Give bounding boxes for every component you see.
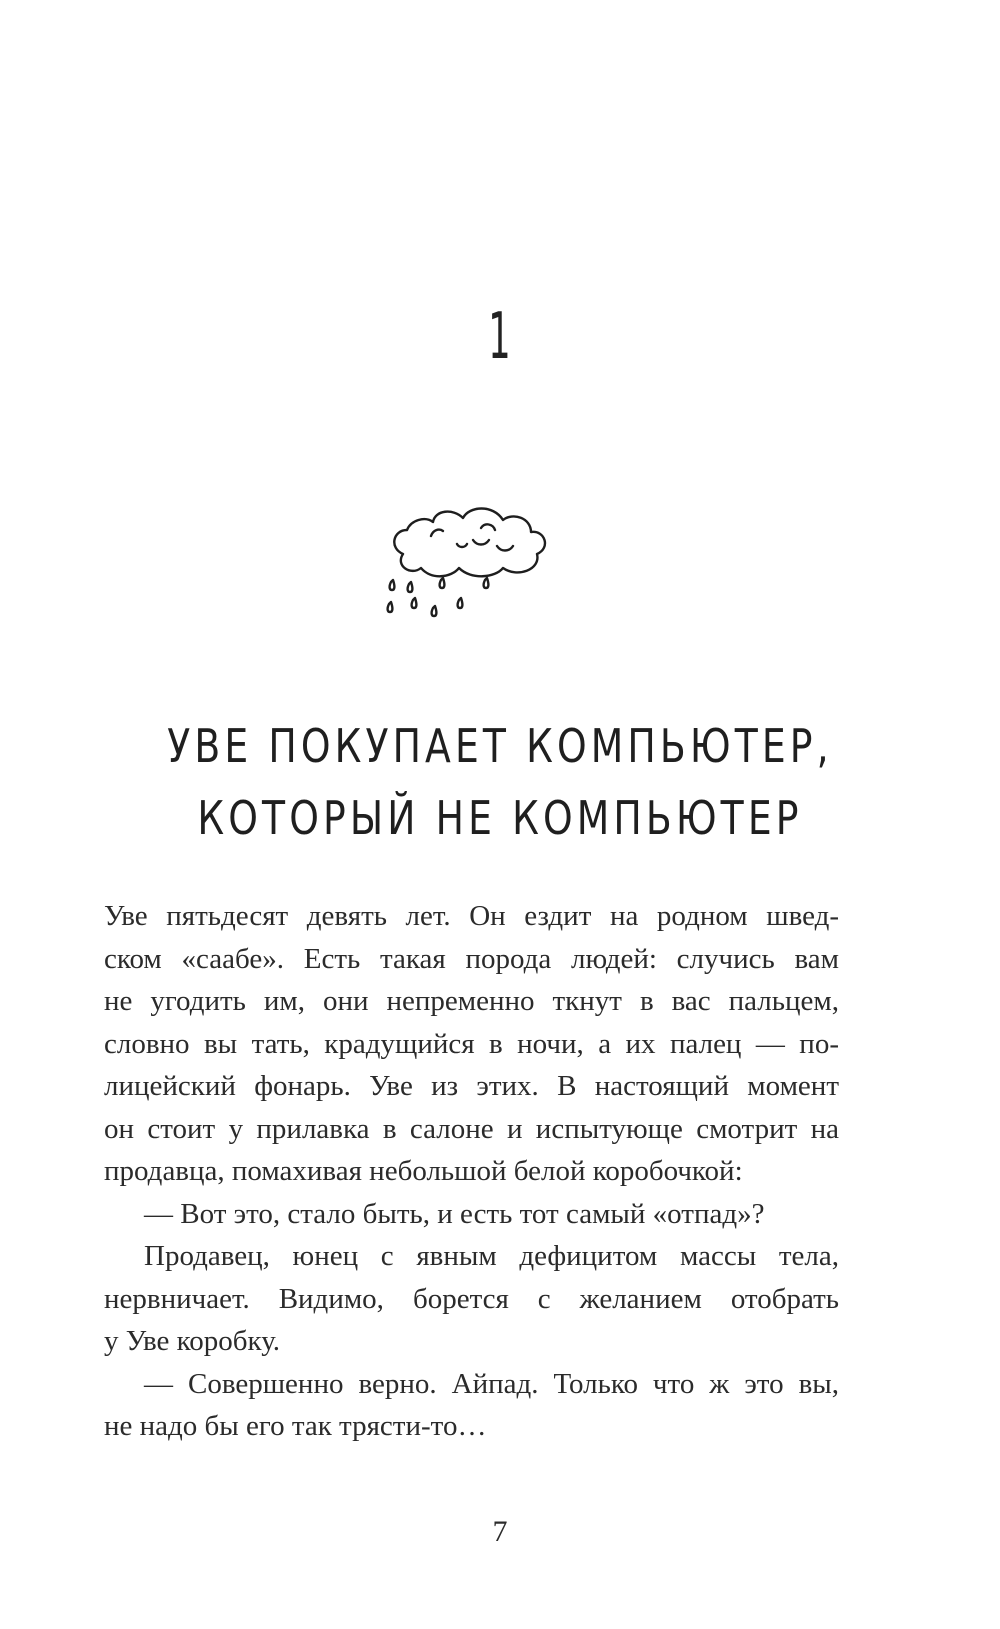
body-line: словно вы тать, крадущийся в ночи, а их палец — по-: [104, 1027, 839, 1060]
body-line: — Вот это, стало быть, и есть тот самый «отпад»?: [144, 1197, 765, 1230]
body-line: не надо бы его так трясти-то…: [104, 1410, 487, 1442]
body-line: он стоит у прилавка в салоне и испытующе смотрит на: [104, 1112, 839, 1145]
chapter-title: [0, 710, 1000, 854]
body-line: продавца, помахивая небольшой белой коробочкой:: [104, 1155, 743, 1187]
body-line: не угодить им, они непременно ткнут в вас пальцем,: [104, 985, 839, 1017]
body-line: Продавец, юнец с явным дефицитом массы тела,: [144, 1240, 839, 1272]
chapter-title-line-1: УВЕ ПОКУПАЕТ КОМПЬЮТЕР,: [167, 719, 833, 773]
smiling-rain-cloud-icon: [385, 500, 585, 650]
chapter-number: 1: [488, 300, 512, 374]
body-line: нервничает. Видимо, борется с желанием отобрать: [104, 1282, 839, 1315]
body-text: [104, 895, 839, 1448]
body-line: у Уве коробку.: [104, 1325, 281, 1357]
body-line: — Совершенно верно. Айпад. Только что ж это вы,: [144, 1367, 839, 1400]
body-line: ском «саабе». Есть такая порода людей: случись вам: [104, 942, 839, 975]
body-line: Уве пятьдесят девять лет. Он ездит на родном швед-: [104, 900, 839, 932]
page-number: 7: [492, 1515, 508, 1548]
chapter-title-line-2: КОТОРЫЙ НЕ КОМПЬЮТЕР: [197, 791, 803, 845]
body-line: лицейский фонарь. Уве из этих. В настоящий момент: [104, 1070, 839, 1102]
